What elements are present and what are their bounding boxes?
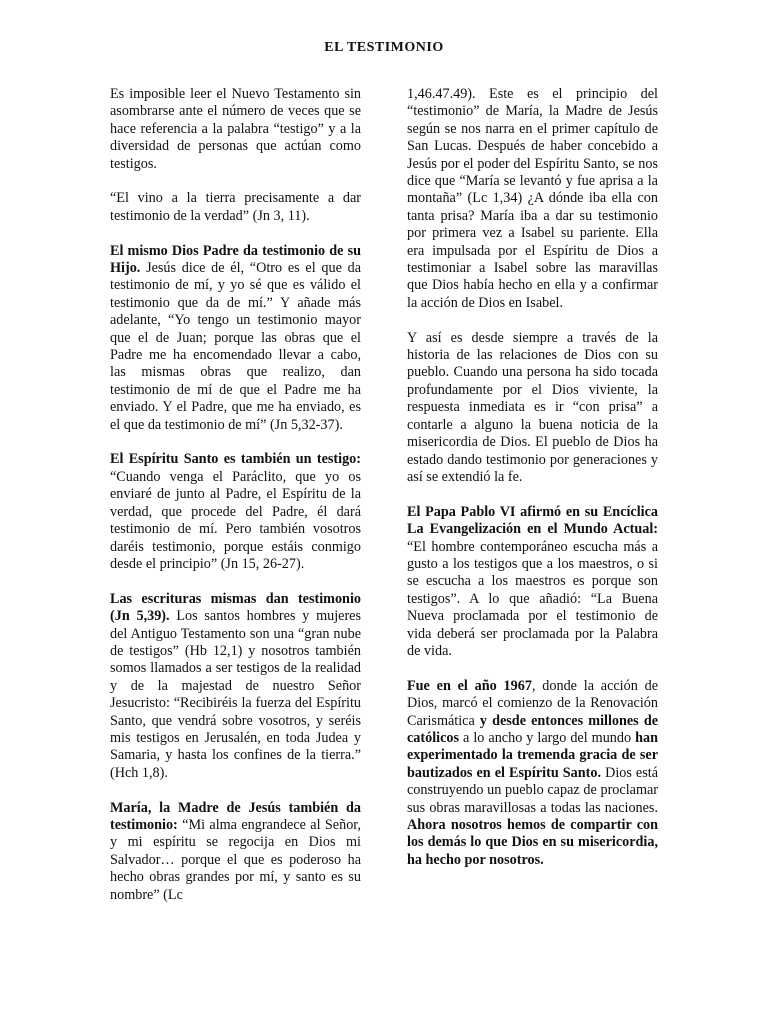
left-paragraph bbox=[110, 800, 361, 904]
right-column bbox=[407, 86, 658, 887]
body-text: “El hombre contemporáneo escucha más a gusto a los testigos que a los maestros, o si se escucha a los maestros es porque son testigos”. A lo que añadió: “La Buena Nueva proclamada por el testimonio de vida deberá ser proclamada por la Palabra de vida. bbox=[407, 538, 658, 659]
body-text: a lo ancho y largo del mundo bbox=[459, 729, 636, 746]
bold-text: El Espíritu Santo es también un testigo: bbox=[110, 451, 361, 468]
right-paragraph bbox=[407, 504, 658, 661]
right-paragraph bbox=[407, 678, 658, 869]
body-text: Y así es desde siempre a través de la historia de las relaciones de Dios con su pueblo. Cuando una persona ha sido tocada profundamente por el Dios viviente, la respuesta inmediata es ir “con prisa” a contarle a alguno la buena noticia de la misericordia de Dios. El pueblo de Dios ha estado dando testimonio por generaciones y así se extendió la fe. bbox=[407, 329, 658, 485]
right-paragraph bbox=[407, 330, 658, 487]
body-text: Dios está construyendo un pueblo capaz de proclamar sus obras maravillosas a todas las naciones. bbox=[407, 764, 658, 816]
left-paragraph bbox=[110, 190, 361, 225]
left-paragraph bbox=[110, 591, 361, 782]
body-text: “Mi alma engrandece al Señor, y mi espíritu se regocija en Dios mi Salvador… porque el que es poderoso ha hecho obras grandes por mí, y santo es su nombre” (Lc bbox=[110, 816, 361, 903]
bold-text: El Papa Pablo VI afirmó en su Encíclica La Evangelización en el Mundo Actual: bbox=[407, 503, 658, 538]
bold-text: El mismo Dios Padre da testimonio de su Hijo. bbox=[110, 242, 361, 277]
bold-text: y desde entonces millones de católicos bbox=[407, 712, 659, 746]
bold-text: Las escrituras mismas dan testimonio (Jn 5,39). bbox=[110, 590, 361, 625]
body-text: 1,46.47.49). Este es el principio del “testimonio” de María, la Madre de Jesús según se nos narra en el primer capítulo de San Lucas. Después de haber concebido a Jesús por el poder del Espíritu Santo, se nos dice que “María se levantó y fue aprisa a la montaña” (Lc 1,34) ¿A dónde iba ella con tanta prisa? María iba a dar su testimonio por primera vez a Isabel su pariente. Ella era impulsada por el Espíritu de Dios a testimoniar a Isabel sobre las maravillas que Dios había hecho en ella y a confirmar la acción de Dios en Isabel. bbox=[407, 86, 658, 311]
body-text: “Cuando venga el Paráclito, que yo os enviaré de junto al Padre, el Espíritu de la verdad, que procede del Padre, él dará testimonio de mí. Pero también vosotros daréis testimonio, porque estáis conmigo desde el principio” (Jn 15, 26-27). bbox=[110, 468, 361, 572]
body-text: Los santos hombres y mujeres del Antiguo Testamento son una “gran nube de testigos” (Hb 12,1) y nosotros también somos llamados a ser testigos de la realidad y de la majestad de nuestro Señor Jesucristo: “Recibiréis la fuerza del Espíritu Santo, que vendrá sobre vosotros, y seréis mis testigos en Jerusalén, en toda Judea y Samaria, y hasta los confines de la tierra.” (Hch 1,8). bbox=[110, 608, 361, 781]
left-column bbox=[110, 86, 361, 921]
bold-text: Fue en el año 1967 bbox=[407, 677, 532, 694]
bold-text: Ahora nosotros hemos de compartir con los demás lo que Dios en su misericordia, ha hecho por nosotros. bbox=[407, 817, 658, 868]
body-text: Jesús dice de él, “Otro es el que da testimonio de mí, y yo sé que es válido el testimonio que da de mí.” Y añade más adelante, “Yo tengo un testimonio mayor que el de Juan; porque las obras que el Padre me ha encomendado llevar a cabo, las mismas obras que realizo, dan testimonio de mí de que el Padre me ha enviado. Y el Padre, que me ha enviado, es el que da testimonio de mí” (Jn 5,32-37). bbox=[110, 260, 361, 433]
bold-text: han experimentado la tremenda gracia de ser bautizados en el Espíritu Santo. bbox=[407, 729, 658, 781]
left-paragraph bbox=[110, 86, 361, 173]
document-title: EL TESTIMONIO bbox=[324, 40, 444, 55]
body-text: , donde la acción de Dios, marcó el comienzo de la Renovación Carismática bbox=[407, 677, 659, 729]
bold-text: María, la Madre de Jesús también da testimonio: bbox=[110, 799, 361, 833]
left-paragraph bbox=[110, 451, 361, 573]
left-paragraph bbox=[110, 243, 361, 434]
right-paragraph bbox=[407, 86, 658, 312]
body-text: Es imposible leer el Nuevo Testamento sin asombrarse ante el número de veces que se hace referencia a la palabra “testigo” y a la diversidad de personas que actúan como testigos. bbox=[110, 86, 361, 172]
body-text: “El vino a la tierra precisamente a dar testimonio de la verdad” (Jn 3, 11). bbox=[110, 190, 361, 224]
